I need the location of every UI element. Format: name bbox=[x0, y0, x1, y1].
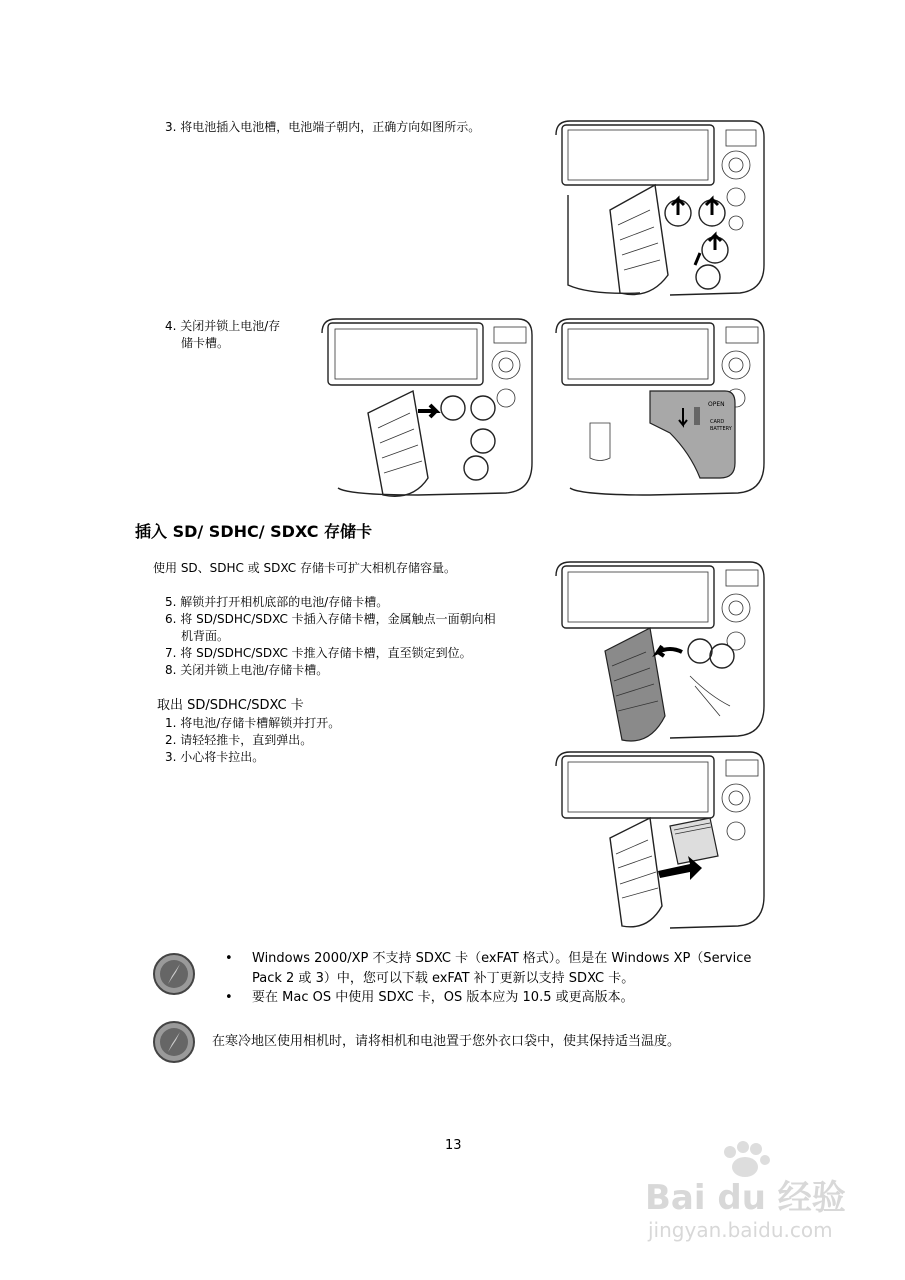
step3-text: 3. 将电池插入电池槽，电池端子朝内，正确方向如图所示。 bbox=[165, 120, 481, 134]
camera-battery-insert-figure bbox=[550, 115, 772, 300]
step4-text-line2: 储卡槽。 bbox=[181, 336, 230, 350]
remove-card-title: 取出 SD/SDHC/SDXC 卡 bbox=[157, 698, 304, 713]
door-card-label: CARD bbox=[710, 419, 725, 425]
watermark-url: jingyan.baidu.com bbox=[648, 1218, 833, 1242]
step7-text: 7. 将 SD/SDHC/SDXC 卡推入存储卡槽，直至锁定到位。 bbox=[165, 646, 472, 660]
camera-door-locked-figure bbox=[550, 313, 772, 500]
remove-step3: 3. 小心将卡拉出。 bbox=[165, 750, 265, 764]
watermark-brand: Bai du 经验 bbox=[645, 1178, 846, 1218]
bullet-icon: • bbox=[225, 951, 233, 966]
bullet-icon: • bbox=[225, 990, 233, 1005]
section-title: 插入 SD/ SDHC/ SDXC 存储卡 bbox=[135, 522, 373, 541]
compass-note-icon bbox=[152, 952, 196, 996]
step6-text-line2: 机背面。 bbox=[181, 629, 230, 643]
compass-note-icon bbox=[152, 1020, 196, 1064]
step5-text: 5. 解锁并打开相机底部的电池/存储卡槽。 bbox=[165, 595, 389, 609]
note1-bullet2-text: 要在 Mac OS 中使用 SDXC 卡，OS 版本应为 10.5 或更高版本。 bbox=[252, 990, 634, 1005]
step4-text-line1: 4. 关闭并锁上电池/存 bbox=[165, 319, 281, 333]
remove-step1: 1. 将电池/存储卡槽解锁并打开。 bbox=[165, 716, 341, 730]
step8-text: 8. 关闭并锁上电池/存储卡槽。 bbox=[165, 663, 329, 677]
door-open-label: OPEN bbox=[708, 401, 725, 408]
note2-text: 在寒冷地区使用相机时，请将相机和电池置于您外衣口袋中，使其保持适当温度。 bbox=[212, 1034, 681, 1049]
camera-door-close-figure bbox=[318, 313, 538, 500]
section-intro: 使用 SD、SDHC 或 SDXC 存储卡可扩大相机存储容量。 bbox=[153, 561, 456, 575]
note1-bullet1-line1: Windows 2000/XP 不支持 SDXC 卡（exFAT 格式）。但是在 Windows XP（Service bbox=[252, 951, 752, 966]
camera-door-open-figure bbox=[550, 556, 772, 746]
door-battery-label: BATTERY bbox=[710, 426, 732, 432]
step6-text-line1: 6. 将 SD/SDHC/SDXC 卡插入存储卡槽，金属触点一面朝向相 bbox=[165, 612, 496, 626]
camera-sd-card-insert-figure bbox=[550, 746, 772, 931]
page-number: 13 bbox=[445, 1138, 462, 1153]
remove-step2: 2. 请轻轻推卡，直到弹出。 bbox=[165, 733, 313, 747]
note1-bullet1-line2: Pack 2 或 3）中，您可以下载 exFAT 补丁更新以支持 SDXC 卡。 bbox=[252, 971, 635, 986]
